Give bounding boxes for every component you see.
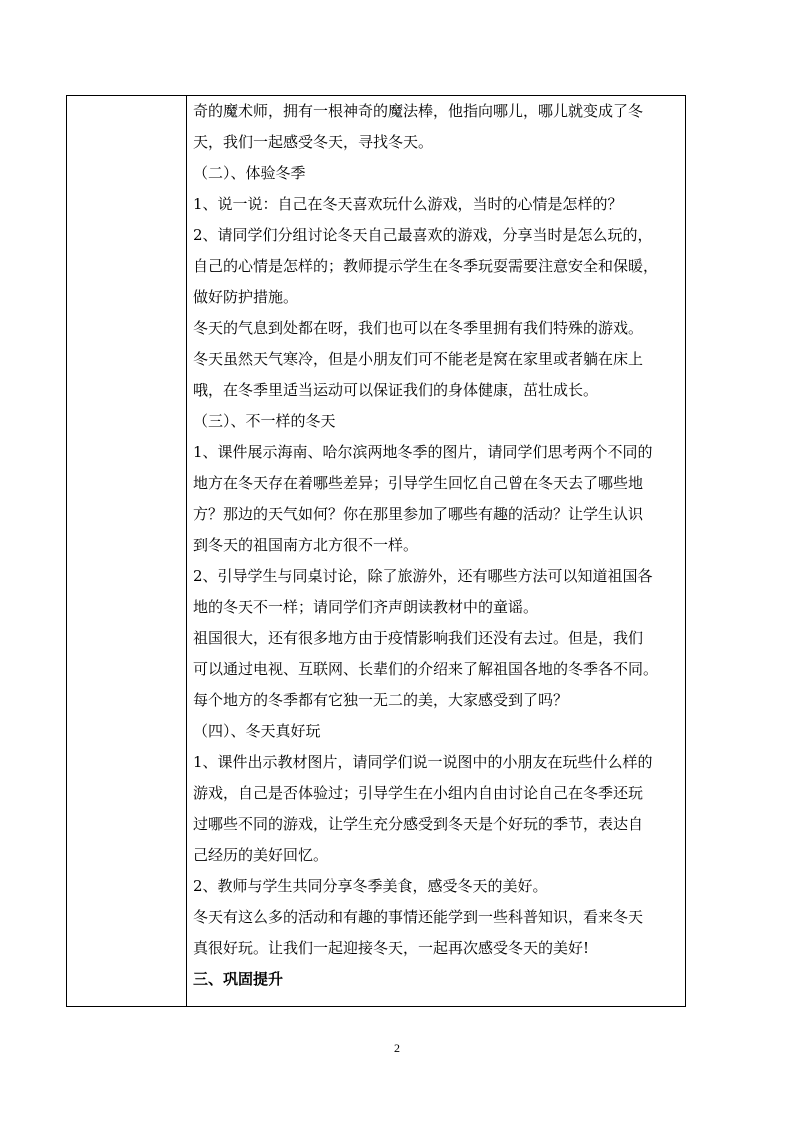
- content-line: 地方在冬天存在着哪些差异；引导学生回忆自己曾在冬天去了哪些地: [193, 474, 644, 492]
- section-heading-consolidate: 三、巩固提升: [193, 970, 284, 988]
- lesson-table: [66, 95, 686, 1007]
- content-line: 方？那边的天气如何？你在那里参加了哪些有趣的活动？让学生认识: [193, 505, 644, 523]
- content-line: 真很好玩。让我们一起迎接冬天，一起再次感受冬天的美好!: [193, 939, 590, 957]
- content-line: 奇的魔术师，拥有一根神奇的魔法棒，他指向哪儿，哪儿就变成了冬: [193, 102, 644, 120]
- content-line: 1、课件展示海南、哈尔滨两地冬季的图片，请同学们思考两个不同的: [193, 443, 653, 461]
- content-line: 哦，在冬季里适当运动可以保证我们的身体健康，茁壮成长。: [193, 381, 599, 399]
- section-heading-experience-winter: （二）、体验冬季: [193, 164, 306, 182]
- content-line: 2、教师与学生共同分享冬季美食，感受冬天的美好。: [193, 877, 548, 895]
- content-line: 过哪些不同的游戏，让学生充分感受到冬天是个好玩的季节，表达自: [193, 815, 644, 833]
- content-line: 可以通过电视、互联网、长辈们的介绍来了解祖国各地的冬季各不同。: [193, 660, 659, 678]
- content-line: 自己的心情是怎样的；教师提示学生在冬季玩耍需要注意安全和保暖，: [193, 257, 659, 275]
- content-line: 地的冬天不一样；请同学们齐声朗读教材中的童谣。: [193, 598, 539, 616]
- content-line: 祖国很大，还有很多地方由于疫情影响我们还没有去过。但是，我们: [193, 629, 644, 647]
- content-line: 冬天虽然天气寒冷，但是小朋友们可不能老是窝在家里或者躺在床上: [193, 350, 644, 368]
- content-line: 天，我们一起感受冬天，寻找冬天。: [193, 133, 434, 151]
- content-line: 游戏，自己是否体验过；引导学生在小组内自由讨论自己在冬季还玩: [193, 784, 644, 802]
- section-heading-different-winter: （三）、不一样的冬天: [193, 412, 336, 430]
- content-line: 冬天有这么多的活动和有趣的事情还能学到一些科普知识，看来冬天: [193, 908, 644, 926]
- content-line: 冬天的气息到处都在呀，我们也可以在冬季里拥有我们特殊的游戏。: [193, 319, 644, 337]
- content-line: 2、请同学们分组讨论冬天自己最喜欢的游戏，分享当时是怎么玩的，: [193, 226, 653, 244]
- content-line: 己经历的美好回忆。: [193, 846, 329, 864]
- content-line: 每个地方的冬季都有它独一无二的美，大家感受到了吗？: [193, 691, 569, 709]
- content-line: 1、课件出示教材图片，请同学们说一说图中的小朋友在玩些什么样的: [193, 753, 653, 771]
- column-divider: [186, 96, 187, 1006]
- page-number: 2: [394, 1041, 400, 1055]
- lesson-content: [193, 96, 681, 995]
- content-line: 到冬天的祖国南方北方很不一样。: [193, 536, 419, 554]
- content-line: 1、说一说：自己在冬天喜欢玩什么游戏，当时的心情是怎样的？: [193, 195, 623, 213]
- content-line: 做好防护措施。: [193, 288, 299, 306]
- content-line: 2、引导学生与同桌讨论，除了旅游外，还有哪些方法可以知道祖国各: [193, 567, 653, 585]
- section-heading-winter-fun: （四）、冬天真好玩: [193, 722, 321, 740]
